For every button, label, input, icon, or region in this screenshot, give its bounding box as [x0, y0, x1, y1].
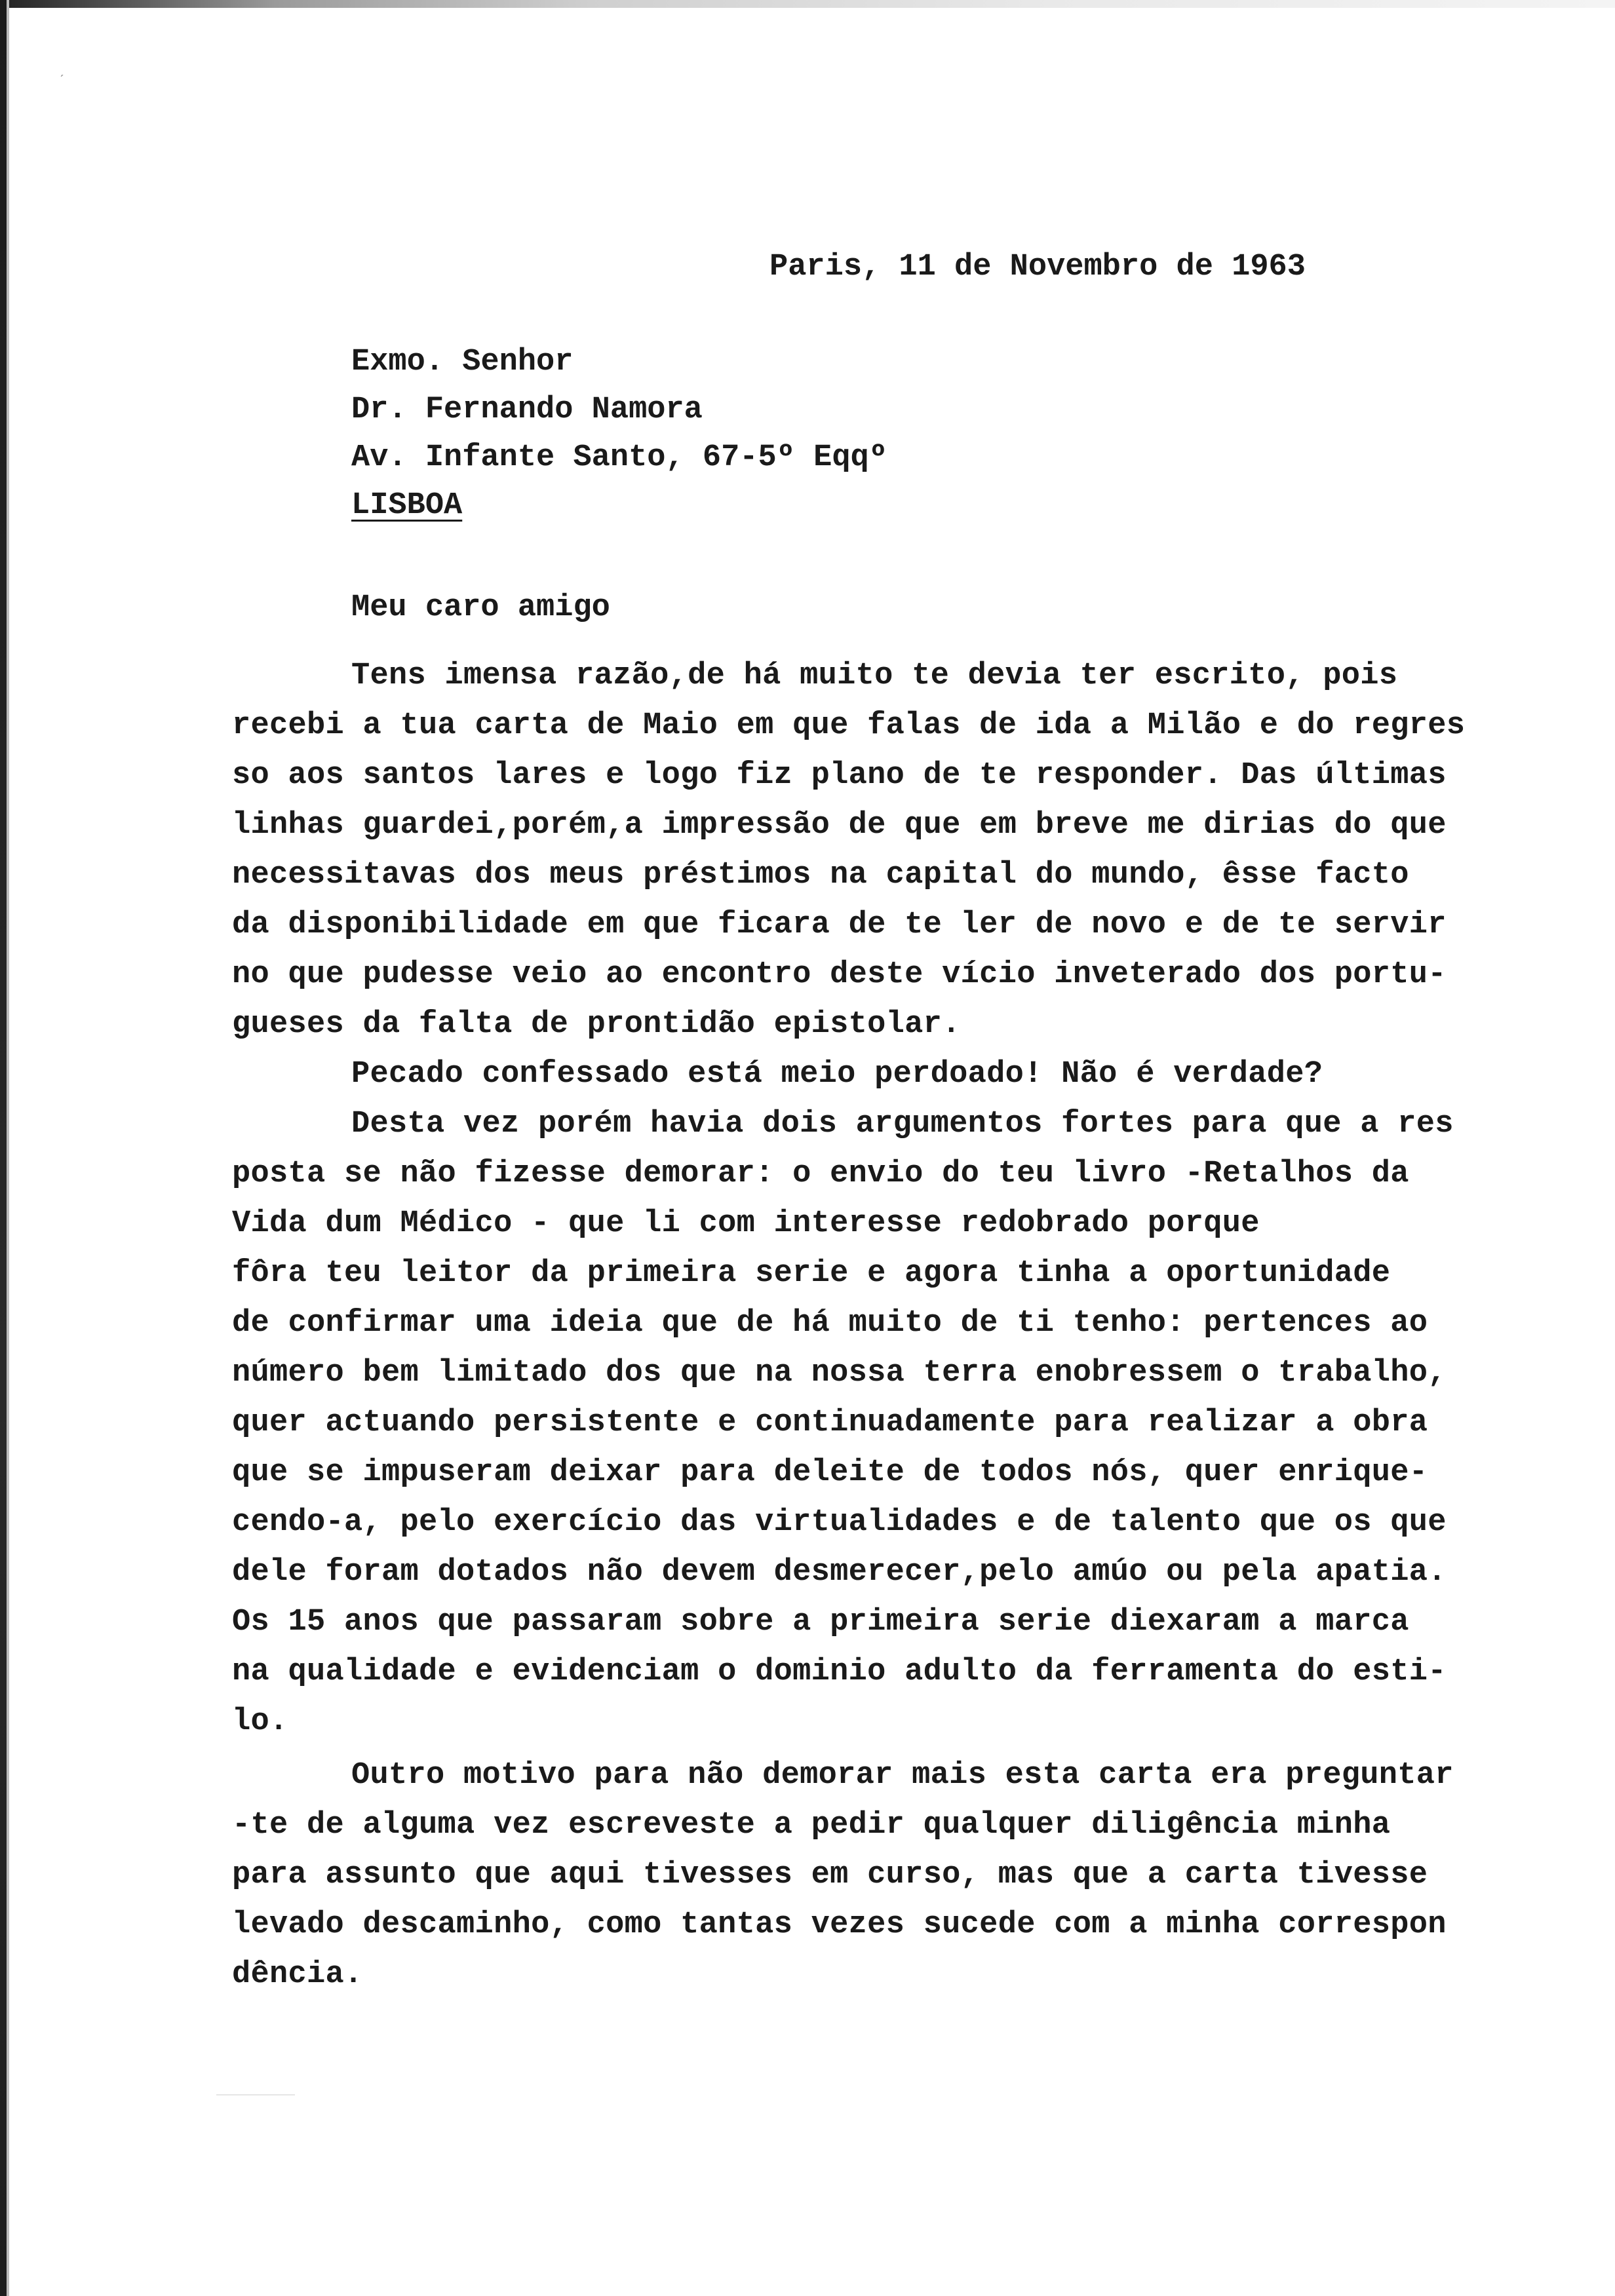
body-line: Pecado confessado está meio perdoado! Não é verdade? — [351, 1057, 1323, 1092]
body-line: linhas guardei,porém,a impressão de que em breve me dirias do que — [232, 808, 1447, 843]
body-line: dele foram dotados não devem desmerecer,pelo amúo ou pela apatia. — [232, 1555, 1447, 1590]
scan-edge-left — [0, 0, 7, 2296]
scan-speck: ˊ — [58, 73, 67, 90]
body-line: dência. — [232, 1957, 363, 1992]
scan-edge-left-inner — [7, 0, 9, 2296]
body-line: que se impuseram deixar para deleite de todos nós, quer enrique- — [232, 1455, 1428, 1490]
letter-salutation: Meu caro amigo — [351, 590, 610, 625]
body-line: so aos santos lares e logo fiz plano de te responder. Das últimas — [232, 758, 1447, 793]
body-line: necessitavas dos meus préstimos na capital do mundo, êsse facto — [232, 858, 1409, 892]
body-line: quer actuando persistente e continuadamente para realizar a obra — [232, 1406, 1428, 1440]
scan-edge-top — [0, 0, 1615, 8]
body-line: fôra teu leitor da primeira serie e agora tinha a oportunidade — [232, 1256, 1391, 1291]
body-line: da disponibilidade em que ficara de te ler de novo e de te servir — [232, 908, 1447, 942]
body-line: para assunto que aqui tivesses em curso, mas que a carta tivesse — [232, 1858, 1428, 1892]
address-line: Exmo. Senhor — [351, 345, 574, 379]
address-line: Dr. Fernando Namora — [351, 392, 703, 427]
letter-body — [232, 651, 1549, 2000]
body-line: Desta vez porém havia dois argumentos fortes para que a res — [351, 1107, 1454, 1141]
body-line: na qualidade e evidenciam o dominio adulto da ferramenta do esti- — [232, 1655, 1447, 1689]
body-line: Vida dum Médico - que li com interesse redobrado porque — [232, 1206, 1260, 1241]
body-line: no que pudesse veio ao encontro deste vício inveterado dos portu- — [232, 957, 1447, 992]
body-line: posta se não fizesse demorar: o envio do teu livro -Retalhos da — [232, 1157, 1409, 1191]
body-line: -te de alguma vez escreveste a pedir qualquer diligência minha — [232, 1808, 1391, 1843]
body-line: cendo-a, pelo exercício das virtualidades e de talento que os que — [232, 1505, 1447, 1540]
body-line: gueses da falta de prontidão epistolar. — [232, 1007, 961, 1042]
letter-dateline: Paris, 11 de Novembro de 1963 — [769, 250, 1306, 284]
recipient-address — [351, 338, 887, 529]
body-line: Outro motivo para não demorar mais esta carta era preguntar — [351, 1758, 1454, 1793]
body-line: número bem limitado dos que na nossa terra enobressem o trabalho, — [232, 1356, 1447, 1390]
body-line: Os 15 anos que passaram sobre a primeira serie diexaram a marca — [232, 1605, 1409, 1639]
body-line: levado descaminho, como tantas vezes sucede com a minha correspon — [232, 1907, 1447, 1942]
body-line: de confirmar uma ideia que de há muito de ti tenho: pertences ao — [232, 1306, 1428, 1341]
body-line: Tens imensa razão,de há muito te devia ter escrito, pois — [351, 659, 1398, 693]
address-city: LISBOA — [351, 488, 463, 523]
body-line: lo. — [232, 1704, 288, 1739]
body-line: recebi a tua carta de Maio em que falas de ida a Milão e do regres — [232, 708, 1466, 743]
address-line: Av. Infante Santo, 67-5º Eqqº — [351, 440, 887, 475]
faint-mark — [216, 2094, 295, 2095]
